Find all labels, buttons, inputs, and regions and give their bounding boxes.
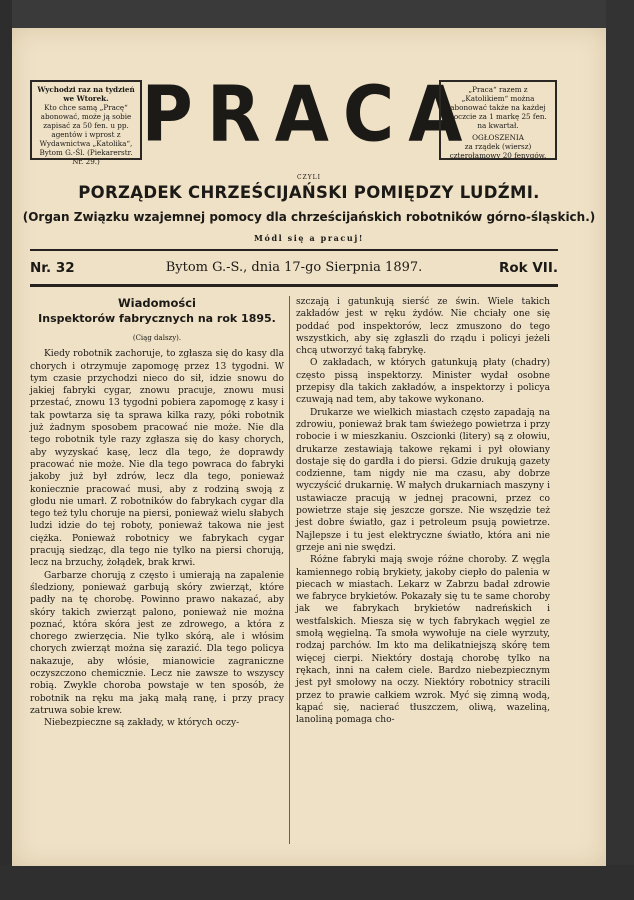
masthead-title: PRACA — [141, 68, 477, 160]
newspaper-page — [12, 28, 606, 866]
dateline — [30, 260, 558, 280]
volume-year: Rok VII. — [499, 260, 558, 276]
issue-number: Nr. 32 — [30, 260, 75, 276]
paragraph: Kiedy robotnik zachoruje, to zgłasza się do kasy dla chorych i otrzymuje zapomogę przez 13 tygodni. W tym czasie przychodzi nieco do sił, idzie snowu do jakiej fabryki cygar, znowu pracuje, znowu musi przestać, znowu 13 tygodni pobiera zapomogę z kasy i tak powtarza się ta sprawa kilka razy, póki robotnik już żadnym sposobem pracować nie może. Nie dla tego robotnik tyle razy zgłasza się do kasy chorych, aby wyzyskać kasę, lecz dla tego, że doprawdy pracować nie może. Nie dla tego powraca do fabryki jakoby już był zdrów, lecz dla tego, ponieważ koniecznie pracować musi, aby z rodziną swoją z głodu nie umarł. Z robotników do fabrykach cygar dla tego też tylu choruje na piersi, ponieważ wielu słabych ludzi idzie do tej roboty, ponieważ takowa nie jest ciężka. Ponieważ robotnicy we fabrykach cygar pracują siedząc, dla tego nie tylko na piersi chorują, lecz na brzuchy, żołądek, brak krwi. — [30, 349, 284, 569]
ads-pricing-text: za rządek (wiersz) czterołamowy 20 fenygów. — [449, 142, 547, 160]
subscription-text: Kto chce samą „Pracę“ abonować, może ją sobie zapisać za 50 fen. u pp. agentów i wprost z Wydawnictwa „Katolika“, Bytom G.-Śl. (Piekarerstr. Nr. 29.) — [39, 103, 133, 166]
masthead-subtitle: PORZĄDEK CHRZEŚCIJAŃSKI POMIĘDZY LUDŹMI. — [78, 183, 540, 202]
article-subtitle: Inspektorów fabrycznych na rok 1895. — [38, 312, 276, 325]
pricing-info-box — [439, 80, 557, 160]
header-rule-bottom — [30, 284, 558, 287]
scan-right-edge — [606, 0, 634, 900]
column-right — [296, 296, 550, 726]
paragraph: Drukarze we wielkich miastach często zapadają na zdrowiu, ponieważ brak tam świeżego powietrza i przy robocie i w mieszkaniu. Oszcionki (litery) są z ołowiu, drukarze zestawiają takowe rękami i pył ołowiany dostaje się do gardła i do piersi. Gdzie drukują gazety codzienne, tam nigdy nie ma czasu, aby dobrze wyczyścić drukarnię. W małych drukarniach maszyny i ustawiacze pracują w jednej pracowni, przez co powietrze staje się jeszcze gorsze. Nie wszędzie też jest dobre światło, gaz i petroleum psują powietrze. Najlepsze i tu jest elektryczne światło, która ani nie grzeje ani nie swędzi. — [296, 407, 550, 553]
scan-left-edge — [0, 0, 12, 900]
article-title: Wiadomości — [117, 296, 196, 310]
paragraph: Różne fabryki mają swoje różne choroby. Z węgla kamiennego robią brykiety, jakoby ciepło do palenia w piecach w miastach. Lekarz w Zabrzu badał zdrowie we fabryce brykietów. Pokazały się tu te same choroby jak we fabrykach brykietów nadreńskich i westfalskich. Miesza się w tych fabrykach węgiel ze smołą węgielną. Ta smoła wywołuje na ciele wyrzuty, rodzaj parchów. Im kto ma delikatniejszą skórę tem więcej cierpi. Niektóry dostają chorobę tylko na rękach, inni na całem ciele. Bardzo niebezpiecznym jest pył smołowy na oczy. Niektóry robotnicy stracili przez to prawie całkiem wzrok. Myć się zimną wodą, kąpać się, nacierać tłuszczem, oliwą, wazeliną, lanoliną pomaga cho- — [296, 555, 550, 726]
publication-day: we Wtorek. — [63, 94, 109, 103]
publication-frequency: Wychodzi raz na tydzień — [37, 85, 135, 94]
masthead-czyli: CZYLI — [296, 174, 322, 181]
paragraph: O zakładach, w których gatunkują płaty (chadry) często pissą inspektorzy. Minister wydał osobne przepisy dla takich zakładów, a inspektorzy i policya czuwają nad tem, aby takowe wykonano. — [296, 358, 550, 406]
column-left — [30, 296, 284, 730]
article-continued-note: (Ciąg dalszy). — [132, 334, 182, 342]
organ-line: (Organ Związku wzajemnej pomocy dla chrześcijańskich robotników górno-śląskich.) — [22, 210, 596, 224]
paragraph: Garbarze chorują z często i umierają na zapalenie śledziony, ponieważ garbują skóry zwierząt, które padły na tę chorobę. Powinno prawo nakazać, aby skóry takich zwierząt palono, ponieważ nie można poznać, która skóra jest ze zdrowego, a która z chorego zwierzęcia. Nie tylko skórą, ale i włósim chorych zwierząt można się zarazić. Dla tego policya nakazuje, aby włósie, mianowicie zagraniczne oczyszczono chemicznie. Lecz nie zawsze to wszyscy robią. Zwykle choroba powstaje w ten sposób, że robotnik na ręku ma jaką małą ranę, i przy pracy zatruwa sobie krew. — [30, 570, 284, 716]
header-rule-top — [30, 249, 558, 251]
scan-bottom-edge — [0, 865, 634, 900]
paragraph: Niebezpieczne są zakłady, w których oczy- — [44, 718, 240, 729]
place-date: Bytom G.-S., dnia 17-go Sierpnia 1897. — [165, 260, 423, 275]
pricing-text: „Praca“ razem z „Katolikiem“ można abonować także na każdej poczcie za 1 markę 25 fen. na kwartał. — [449, 85, 547, 130]
paragraph: szczają i gatunkują sierść ze świn. Wiele takich zakładów jest w ręku żydów. Nie chciały one się poddać pod inspektorów, lecz zmuszono do tego wszystkich, aby się zgłaszli do rządu i policyi jeżeli chcą utworzyć taką fabrykę. — [296, 297, 550, 357]
motto: Módl się a pracuj! — [254, 233, 364, 243]
column-divider — [289, 296, 290, 844]
ads-heading: OGŁOSZENIA — [472, 133, 524, 142]
